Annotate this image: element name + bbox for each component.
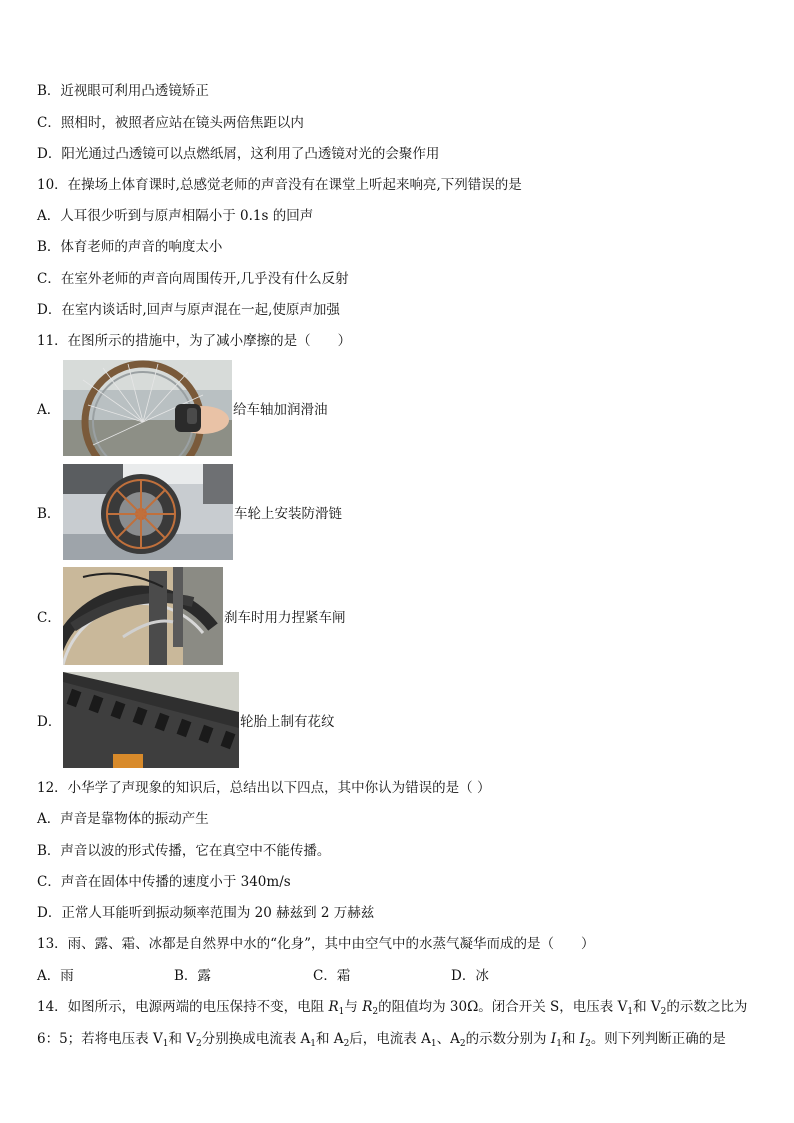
- q14-text: 和: [561, 1031, 580, 1047]
- question-10-option-b: B．体育老师的声音的响度太小: [37, 239, 223, 255]
- question-12-option-a: A．声音是靠物体的振动产生: [37, 811, 209, 827]
- question-10: 10．在操场上体育课时,总感觉老师的声音没有在课堂上听起来响亮,下列错误的是: [37, 177, 522, 193]
- v2-subscript: 2: [196, 1039, 202, 1049]
- v2-subscript: 2: [660, 1007, 667, 1017]
- question-12-option-b: B．声音以波的形式传播，它在真空中不能传播。: [37, 843, 331, 859]
- q14-text: 分别换成电流表 A: [201, 1031, 311, 1047]
- a1-subscript: 1: [310, 1039, 317, 1049]
- r2-subscript: 2: [372, 1007, 379, 1017]
- option-letter: C．: [37, 610, 61, 626]
- q14-text: 和 A: [316, 1031, 344, 1047]
- question-11-option-a: [37, 360, 328, 456]
- question-12-option-c: C．声音在固体中传播的速度小于 340m/s: [37, 874, 291, 890]
- option-caption: 轮胎上制有花纹: [240, 714, 335, 730]
- question-10-option-d: D．在室内谈话时,回声与原声混在一起,使原声加强: [37, 302, 340, 318]
- q14-text: 的示数分别为: [465, 1031, 551, 1047]
- question-13-option-b: B．露: [174, 968, 211, 984]
- v1-subscript: 1: [162, 1039, 169, 1049]
- question-13-options: [37, 967, 489, 985]
- r1-symbol: R: [328, 999, 339, 1015]
- i1-symbol: I: [550, 1031, 557, 1047]
- option-caption: 刹车时用力捏紧车闸: [224, 610, 346, 626]
- question-11-option-c: [37, 567, 346, 665]
- question-13-option-d: D．冰: [451, 968, 489, 984]
- question-12: 12．小华学了声现象的知识后，总结出以下四点，其中你认为错误的是（ ）: [37, 780, 491, 796]
- option-letter: B．: [37, 506, 61, 522]
- r1-subscript: 1: [338, 1007, 345, 1017]
- option-letter: D．: [37, 714, 62, 730]
- a1-subscript: 1: [430, 1039, 437, 1049]
- i1-subscript: 1: [556, 1039, 562, 1049]
- q14-text: 。则下列判断正确的是: [590, 1031, 726, 1047]
- q14-text: 、A: [436, 1031, 460, 1047]
- option-d-text: D．阳光通过凸透镜可以点燃纸屑，这利用了凸透镜对光的会聚作用: [37, 146, 440, 162]
- question-13: 13．雨、露、霜、冰都是自然界中水的“化身”，其中由空气中的水蒸气凝华而成的是（ ）: [37, 936, 595, 952]
- q14-text: 14．如图所示，电源两端的电压保持不变，电阻: [37, 999, 329, 1015]
- a2-subscript: 2: [459, 1039, 466, 1049]
- tire-tread-photo: [63, 672, 239, 768]
- option-caption: 车轮上安装防滑链: [234, 506, 342, 522]
- tire-snow-chain-photo: [63, 464, 233, 560]
- option-b-text: B．近视眼可利用凸透镜矫正: [37, 83, 209, 99]
- question-14-line-2: [37, 1030, 726, 1053]
- q14-text: 6：5；若将电压表 V: [37, 1031, 163, 1047]
- bicycle-brake-photo: [63, 567, 223, 665]
- bicycle-wheel-oil-photo: [63, 360, 232, 456]
- question-13-option-a: A．雨: [37, 968, 74, 984]
- option-letter: A．: [37, 402, 61, 418]
- question-10-option-a: A．人耳很少听到与原声相隔小于 0.1s 的回声: [37, 208, 314, 224]
- question-12-option-d: D．正常人耳能听到振动频率范围为 20 赫兹到 2 万赫兹: [37, 905, 375, 921]
- i2-symbol: I: [579, 1031, 586, 1047]
- q14-text: 的示数之比为: [666, 999, 748, 1015]
- q14-text: 和 V: [633, 999, 661, 1015]
- v1-subscript: 1: [627, 1007, 634, 1017]
- i2-subscript: 2: [585, 1039, 591, 1049]
- q14-text: 的阻值均为 30Ω。闭合开关 S，电压表 V: [378, 999, 628, 1015]
- question-11-option-d: [37, 672, 335, 768]
- q14-text: 与: [344, 999, 363, 1015]
- question-13-option-c: C．霜: [313, 968, 351, 984]
- r2-symbol: R: [362, 999, 373, 1015]
- option-c-text: C．照相时，被照者应站在镜头两倍焦距以内: [37, 115, 304, 131]
- question-14-line-1: [37, 998, 747, 1021]
- q14-text: 后，电流表 A: [349, 1031, 431, 1047]
- option-caption: 给车轴加润滑油: [233, 402, 328, 418]
- question-11: 11．在图所示的措施中，为了减小摩擦的是（ ）: [37, 333, 352, 349]
- question-10-option-c: C．在室外老师的声音向周围传开,几乎没有什么反射: [37, 271, 349, 287]
- question-11-option-b: [37, 464, 342, 560]
- q14-text: 和 V: [168, 1031, 196, 1047]
- a2-subscript: 2: [343, 1039, 350, 1049]
